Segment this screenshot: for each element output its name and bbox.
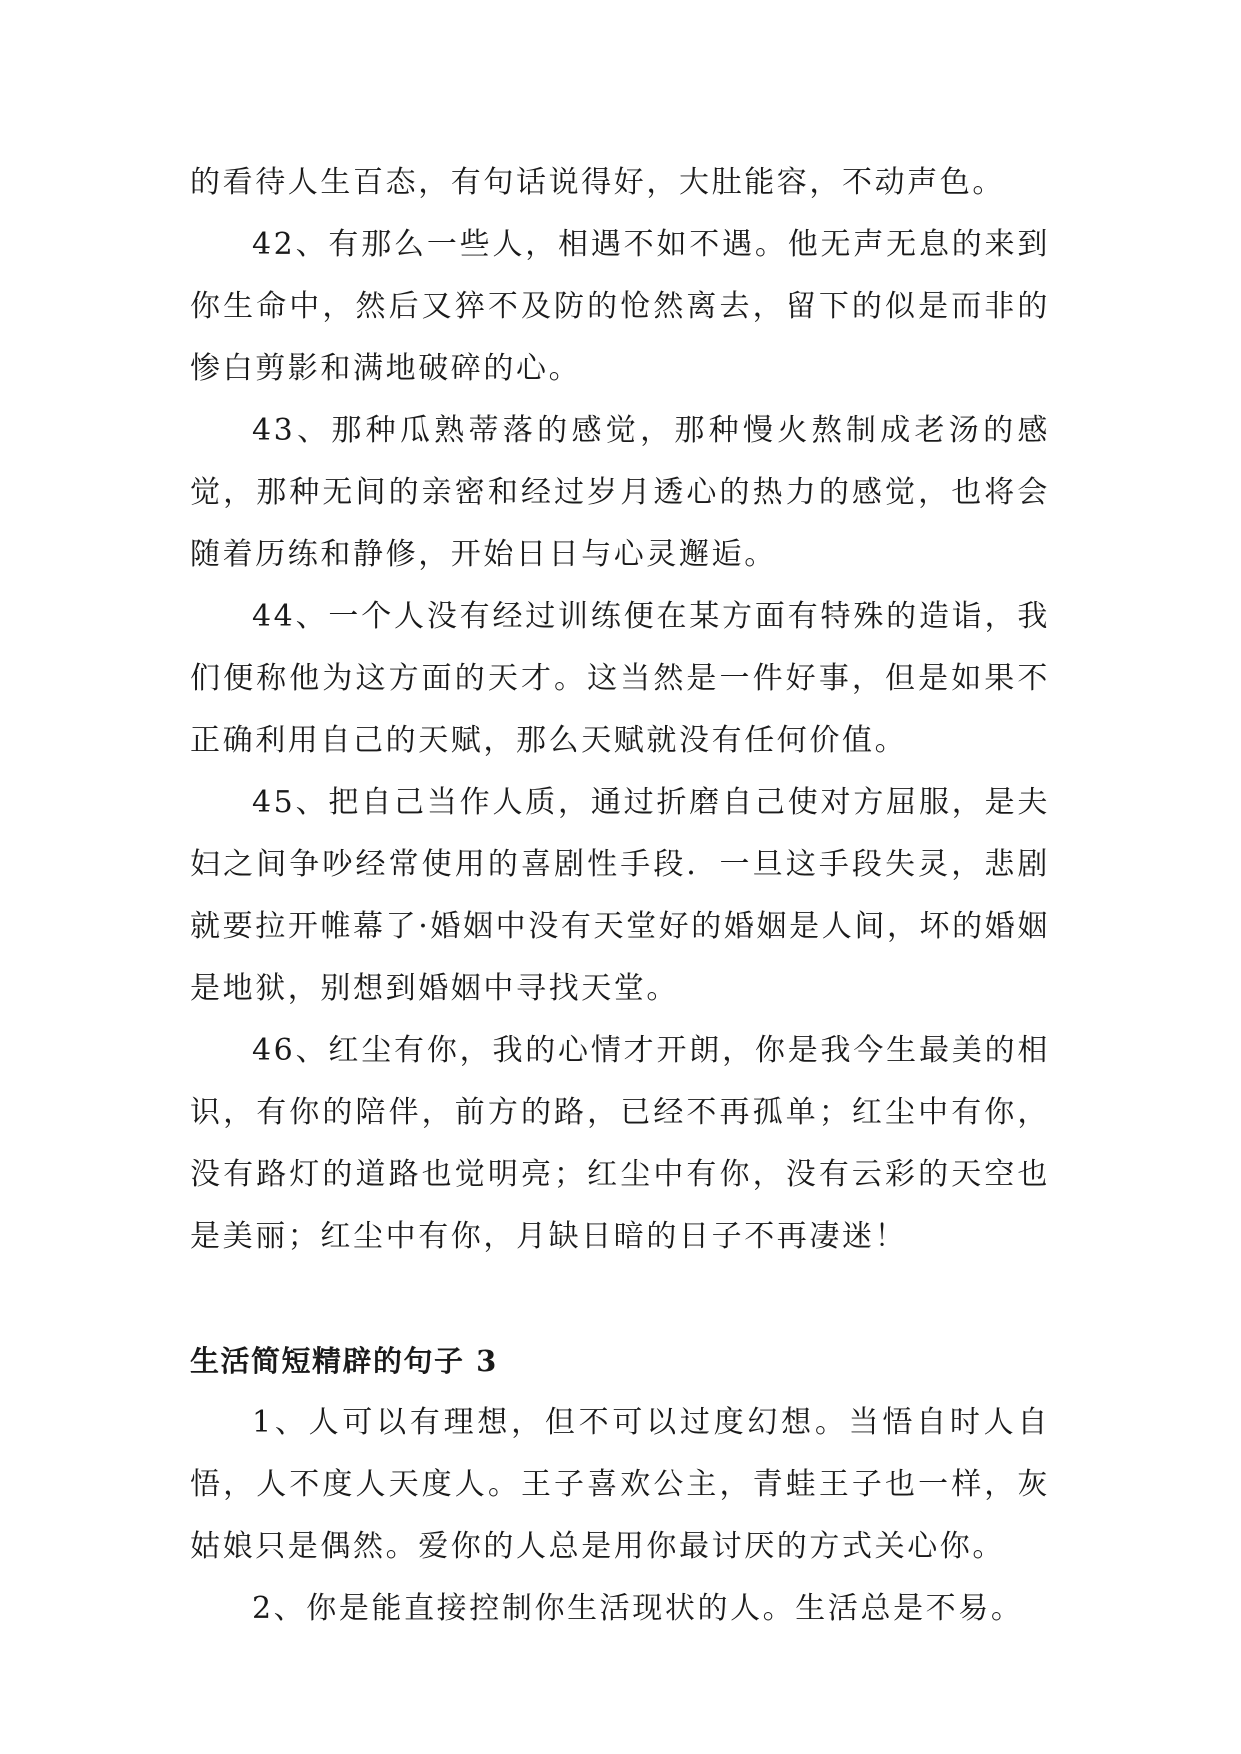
paragraph-item-44: 44、一个人没有经过训练便在某方面有特殊的造诣，我们便称他为这方面的天才。这当然是一件好事，但是如果不正确利用自己的天赋，那么天赋就没有任何价值。 [190,599,1050,758]
section-title: 生活简短精辟的句子 3 [190,1344,498,1378]
paragraph-item-45: 45、把自己当作人质，通过折磨自己使对方屈服，是夫妇之间争吵经常使用的喜剧性手段．一旦这手段失灵，悲剧就要拉开帷幕了·婚姻中没有天堂好的婚姻是人间，坏的婚姻是地狱，别想到婚姻中寻找天堂。 [190,785,1050,1006]
paragraph-continuation: 的看待人生百态，有句话说得好，大肚能容，不动声色。 [190,165,1005,200]
paragraph-item-42: 42、有那么一些人，相遇不如不遇。他无声无息的来到你生命中，然后又猝不及防的怆然离去，留下的似是而非的惨白剪影和满地破碎的心。 [190,227,1050,386]
paragraph-item-46: 46、红尘有你，我的心情才开朗，你是我今生最美的相识，有你的陪伴，前方的路，已经不再孤单；红尘中有你，没有路灯的道路也觉明亮；红尘中有你，没有云彩的天空也是美丽；红尘中有你，月缺日暗的日子不再凄迷！ [190,1033,1050,1254]
document-body [190,152,1050,1640]
paragraph-item-2: 2、你是能直接控制你生活现状的人。生活总是不易。 [252,1591,1024,1626]
paragraph-item-1: 1、人可以有理想，但不可以过度幻想。当悟自时人自悟，人不度人天度人。王子喜欢公主，青蛙王子也一样，灰姑娘只是偶然。爱你的人总是用你最讨厌的方式关心你。 [190,1405,1050,1564]
paragraph-item-43: 43、那种瓜熟蒂落的感觉，那种慢火熬制成老汤的感觉，那种无间的亲密和经过岁月透心的热力的感觉，也将会随着历练和静修，开始日日与心灵邂逅。 [190,413,1050,572]
